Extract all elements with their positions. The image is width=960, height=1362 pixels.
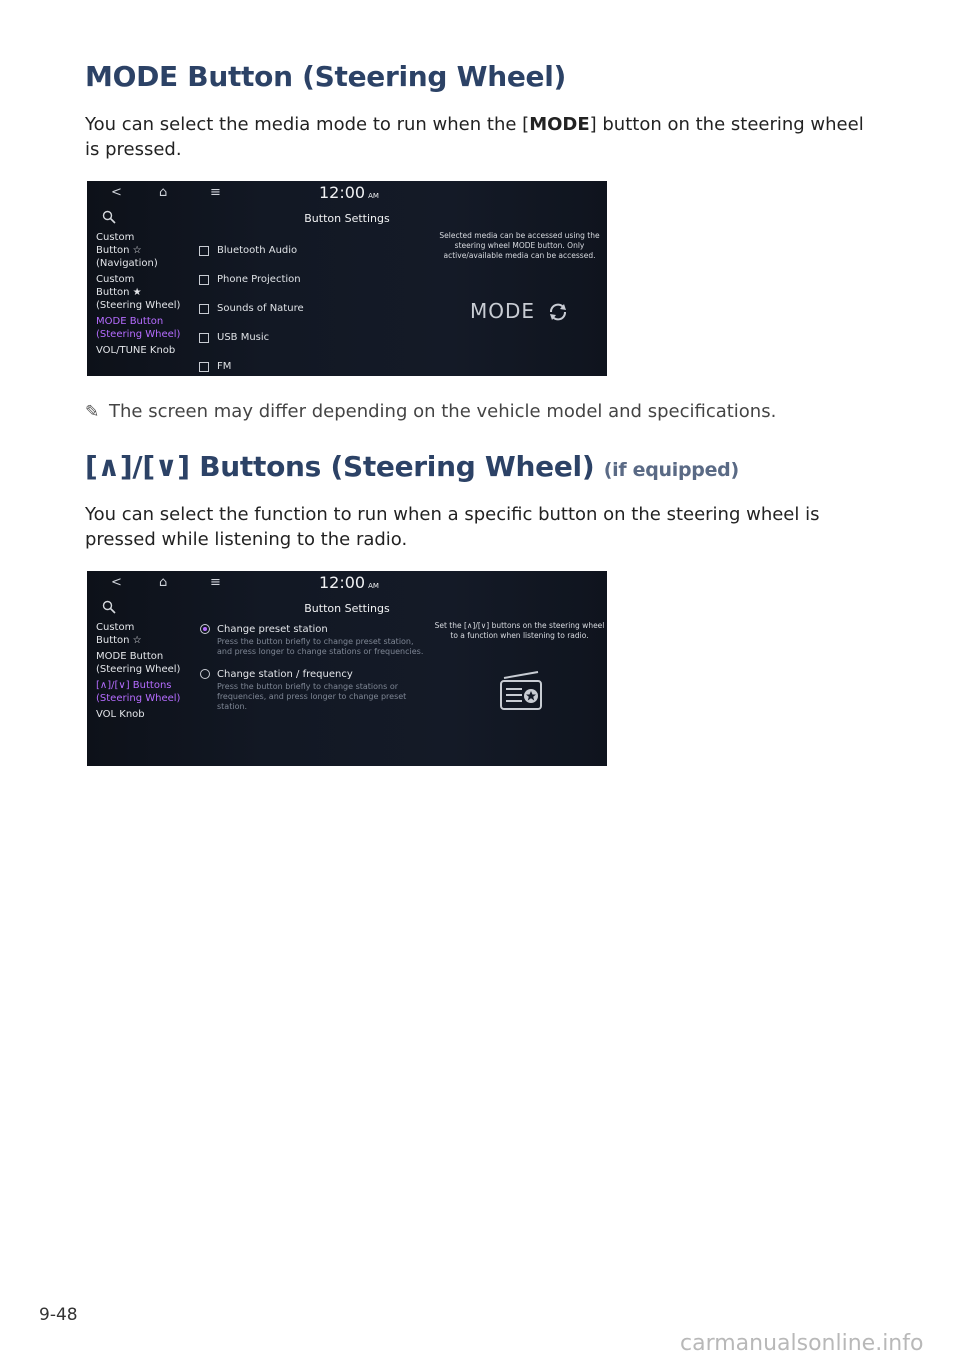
info-text: Set the [∧]/[∨] buttons on the steering wheel to a function when listening to radio. xyxy=(434,621,605,640)
option-description: Press the button briefly to change stations or frequencies, and press longer to change preset station. xyxy=(217,682,407,711)
checkbox-bluetooth-audio[interactable]: Bluetooth Audio xyxy=(199,236,429,265)
radio-option-preset[interactable]: Change preset station Press the button briefly to change preset station, and press longer to change stations or frequencies. xyxy=(200,621,425,657)
sidebar-item-mode-button[interactable]: MODE Button (Steering Wheel) xyxy=(96,651,181,675)
function-radio-list xyxy=(200,621,425,721)
checkbox-icon xyxy=(199,275,209,285)
checkbox-icon xyxy=(199,304,209,314)
note: ✎ The screen may differ depending on the vehicle model and specifications. xyxy=(85,401,777,422)
search-icon[interactable] xyxy=(102,600,116,614)
search-icon[interactable] xyxy=(102,210,116,224)
radio-icon xyxy=(498,669,544,715)
media-checkbox-list xyxy=(199,236,429,376)
menu-icon[interactable]: ≡ xyxy=(210,185,221,200)
checkbox-icon xyxy=(199,362,209,372)
mode-label: MODE xyxy=(470,299,536,323)
screenshot-updown-button-settings xyxy=(87,571,607,766)
section-title-updown-buttons: [∧]/[∨] Buttons (Steering Wheel) (if equipped) xyxy=(85,450,739,483)
footer-watermark: carmanualsonline.info xyxy=(680,1331,924,1356)
checkbox-phone-projection[interactable]: Phone Projection xyxy=(199,265,429,294)
sidebar-item-mode-button[interactable]: MODE Button (Steering Wheel) xyxy=(96,316,181,340)
sidebar-item-custom-button[interactable]: Custom Button ☆ xyxy=(96,622,142,646)
checkbox-icon xyxy=(199,333,209,343)
clock: 12:00 AM xyxy=(319,183,379,202)
section-title-mode-button: MODE Button (Steering Wheel) xyxy=(85,60,566,93)
sidebar-item-vol-tune-knob[interactable]: VOL/TUNE Knob xyxy=(96,345,176,356)
screen-title: Button Settings xyxy=(304,602,390,615)
checkbox-sounds-of-nature[interactable]: Sounds of Nature xyxy=(199,294,429,323)
option-description: Press the button briefly to change preset station, and press longer to change stations or frequencies. xyxy=(217,637,424,656)
settings-sidebar xyxy=(96,231,191,360)
sidebar-item-custom-button-navigation[interactable]: Custom Button ☆ (Navigation) xyxy=(96,232,158,269)
info-text: Selected media can be accessed using the steering wheel MODE button. Only active/available media can be accessed. xyxy=(439,231,600,260)
settings-sidebar xyxy=(96,621,191,724)
checkbox-usb-music[interactable]: USB Music xyxy=(199,323,429,352)
home-icon[interactable]: ⌂ xyxy=(159,185,168,200)
sidebar-item-vol-knob[interactable]: VOL Knob xyxy=(96,709,145,720)
top-bar xyxy=(87,181,607,207)
top-bar xyxy=(87,571,607,597)
menu-icon[interactable]: ≡ xyxy=(210,575,221,590)
page-number: 9-48 xyxy=(39,1305,78,1325)
back-icon[interactable]: < xyxy=(111,575,122,590)
sidebar-item-updown-buttons[interactable]: [∧]/[∨] Buttons (Steering Wheel) xyxy=(96,680,181,704)
screen-title: Button Settings xyxy=(304,212,390,225)
checkbox-icon xyxy=(199,246,209,256)
pencil-icon: ✎ xyxy=(85,402,100,422)
sidebar-item-custom-button-steering[interactable]: Custom Button ★ (Steering Wheel) xyxy=(96,274,181,311)
mode-cycle-icon xyxy=(547,301,569,323)
radio-unselected-icon xyxy=(200,669,210,679)
back-icon[interactable]: < xyxy=(111,185,122,200)
section-body-updown-buttons: You can select the function to run when a specific button on the steering wheel is pressed while listening to the radio. xyxy=(85,504,820,550)
section-body-mode-button: You can select the media mode to run when the [MODE] button on the steering wheel is pressed. xyxy=(85,114,864,160)
home-icon[interactable]: ⌂ xyxy=(159,575,168,590)
checkbox-fm[interactable]: FM xyxy=(199,352,429,376)
screenshot-mode-button-settings xyxy=(87,181,607,376)
radio-option-station-frequency[interactable]: Change station / frequency Press the button briefly to change stations or frequencies, and press longer to change preset station. xyxy=(200,666,425,712)
radio-selected-icon xyxy=(200,624,210,634)
clock: 12:00 AM xyxy=(319,573,379,592)
